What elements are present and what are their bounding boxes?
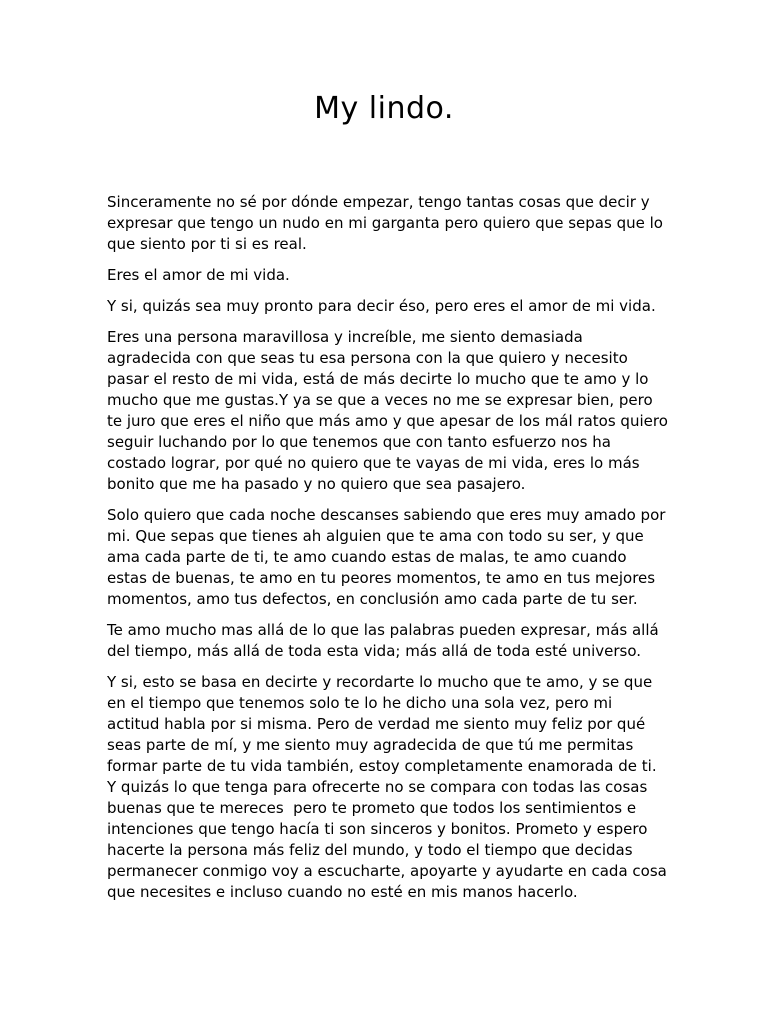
document-body bbox=[107, 192, 673, 913]
paragraph-4: Eres una persona maravillosa y increíble, me siento demasiada agradecida con que seas tu esa persona con la que quiero y necesito pasar el resto de mi vida, está de más decirte lo mucho que te amo y lo mucho que me gustas.Y ya se que a veces no me se expresar bien, pero te juro que eres el niño que más amo y que apesar de los mál ratos quiero seguir luchando por lo que tenemos que con tanto esfuerzo nos ha costado lograr, por qué no quiero que te vayas de mi vida, eres lo más bonito que me ha pasado y no quiero que sea pasajero. bbox=[107, 328, 673, 493]
paragraph-6: Te amo mucho mas allá de lo que las palabras pueden expresar, más allá del tiempo, más allá de toda esta vida; más allá de toda esté universo. bbox=[107, 621, 664, 660]
document-title: My lindo. bbox=[314, 91, 454, 126]
paragraph-3: Y si, quizás sea muy pronto para decir éso, pero eres el amor de mi vida. bbox=[107, 297, 656, 315]
paragraph-5: Solo quiero que cada noche descanses sabiendo que eres muy amado por mi. Que sepas que tienes ah alguien que te ama con todo su ser, y que ama cada parte de ti, te amo cuando estas de malas, te amo cuando estas de buenas, te amo en tu peores momentos, te amo en tus mejores momentos, amo tus defectos, en conclusión amo cada parte de tu ser. bbox=[107, 506, 671, 608]
paragraph-7: Y si, esto se basa en decirte y recordarte lo mucho que te amo, y se que en el tiempo que tenemos solo te lo he dicho una sola vez, pero mi actitud habla por si misma. Pero de verdad me siento muy feliz por qué seas parte de mí, y me siento muy agradecida de que tú me permitas formar parte de tu vida también, estoy completamente enamorada de ti. Y quizás lo que tenga para ofrecerte no se compara con todas las cosas buenas que te mereces pero te prometo que todos los sentimientos e intenciones que tengo hacía ti son sinceros y bonitos. Prometo y espero hacerte la persona más feliz del mundo, y todo el tiempo que decidas permanecer conmigo voy a escucharte, apoyarte y ayudarte en cada cosa que necesites e incluso cuando no esté en mis manos hacerlo. bbox=[107, 673, 672, 901]
paragraph-1: Sinceramente no sé por dónde empezar, tengo tantas cosas que decir y expresar que tengo un nudo en mi garganta pero quiero que sepas que lo que siento por ti si es real. bbox=[107, 193, 668, 253]
paragraph-2: Eres el amor de mi vida. bbox=[107, 266, 290, 284]
